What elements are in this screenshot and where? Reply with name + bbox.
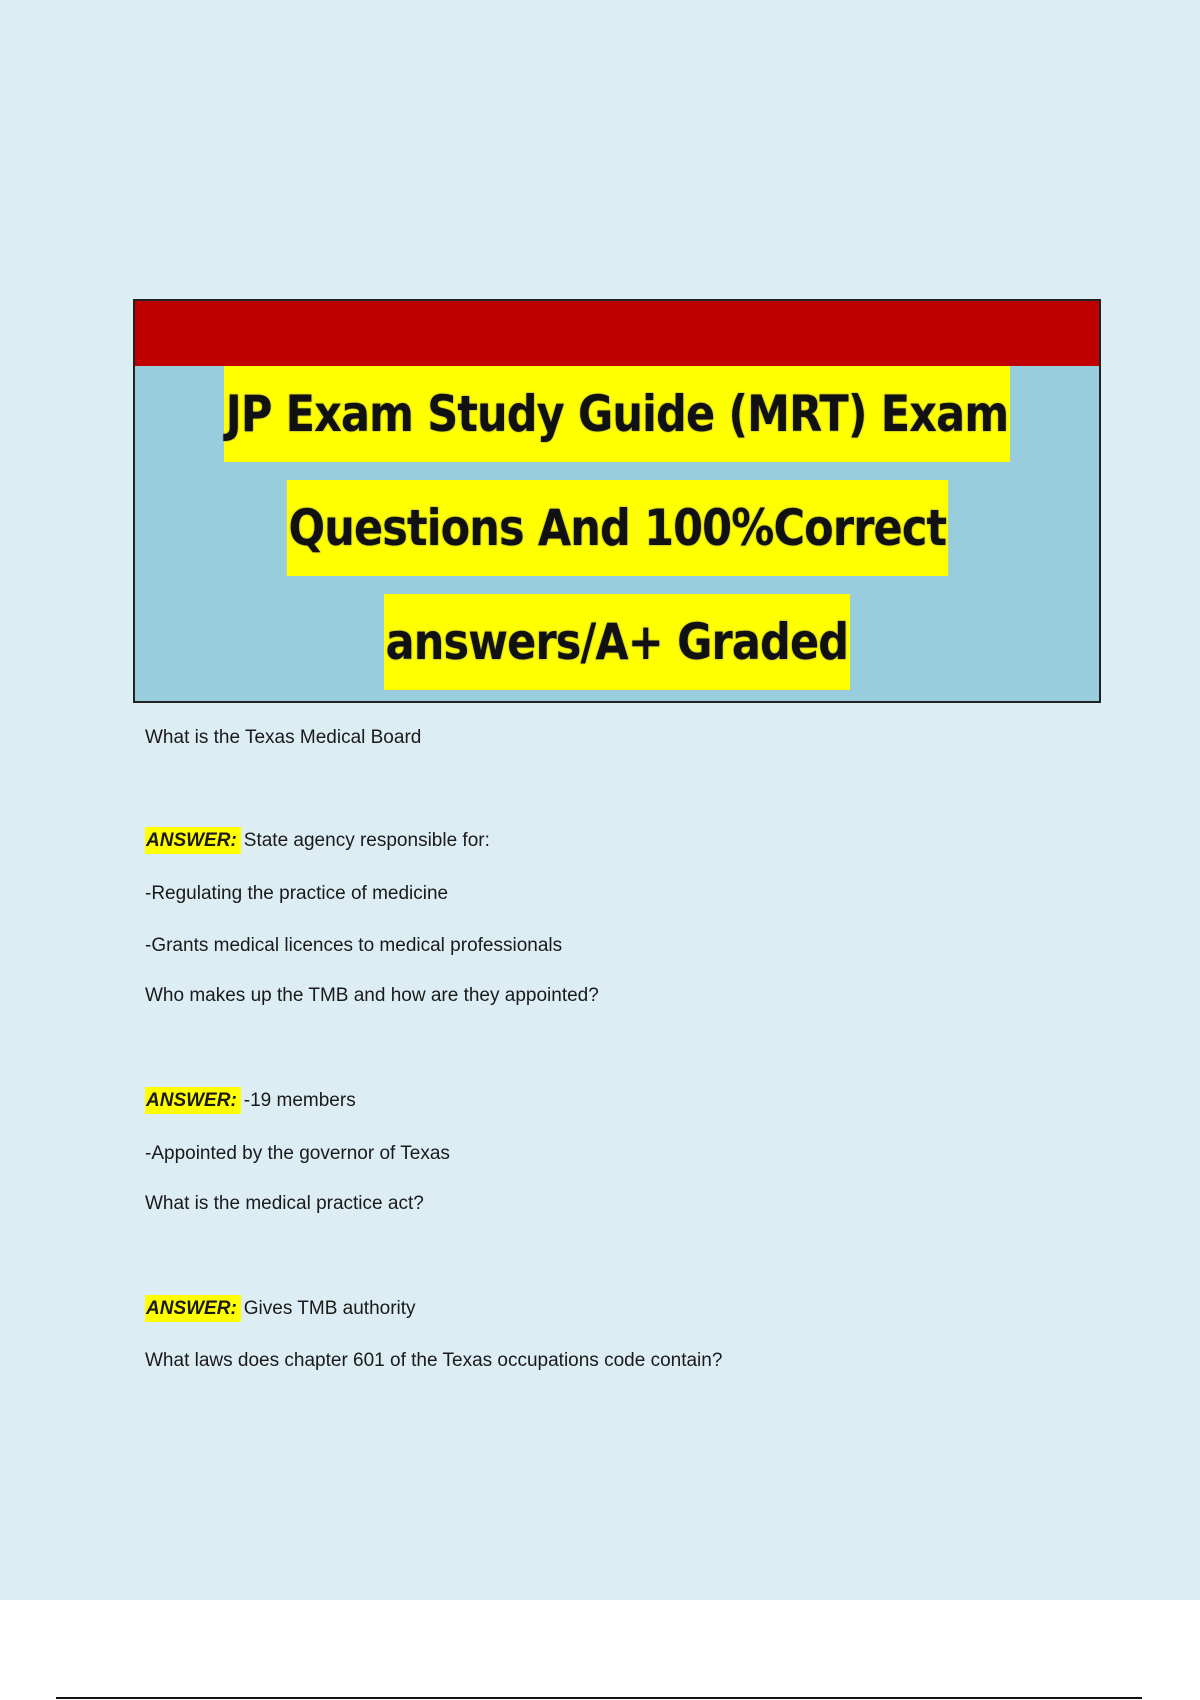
answer-detail: -Grants medical licences to medical professionals (145, 935, 563, 956)
question-text: Who makes up the TMB and how are they appointed? (145, 985, 599, 1006)
title-text-block (135, 366, 1099, 708)
answer-line (145, 1298, 1145, 1320)
title-red-bar (135, 301, 1099, 366)
question-text: What is the Texas Medical Board (145, 727, 422, 748)
question-text: What laws does chapter 601 of the Texas occupations code contain? (145, 1350, 723, 1371)
title-line-3: answers/A+ Graded (135, 594, 1099, 708)
title-line-1: JP Exam Study Guide (MRT) Exam (135, 366, 1099, 480)
answer-label: ANSWER: (145, 827, 241, 854)
answer-label: ANSWER: (145, 1295, 241, 1322)
title-banner (133, 299, 1101, 703)
answer-detail: -Appointed by the governor of Texas (145, 1143, 450, 1164)
answer-text: -19 members (243, 1090, 356, 1111)
answer-line (145, 830, 1145, 852)
answer-detail: -Regulating the practice of medicine (145, 883, 449, 904)
question-text: What is the medical practice act? (145, 1193, 424, 1214)
answer-text: State agency responsible for: (243, 830, 490, 851)
answer-label: ANSWER: (145, 1087, 241, 1114)
answer-text: Gives TMB authority (243, 1298, 416, 1319)
title-line-2: Questions And 100%Correct (135, 480, 1099, 594)
answer-line (145, 1090, 1145, 1112)
footer-rule (56, 1697, 1142, 1699)
